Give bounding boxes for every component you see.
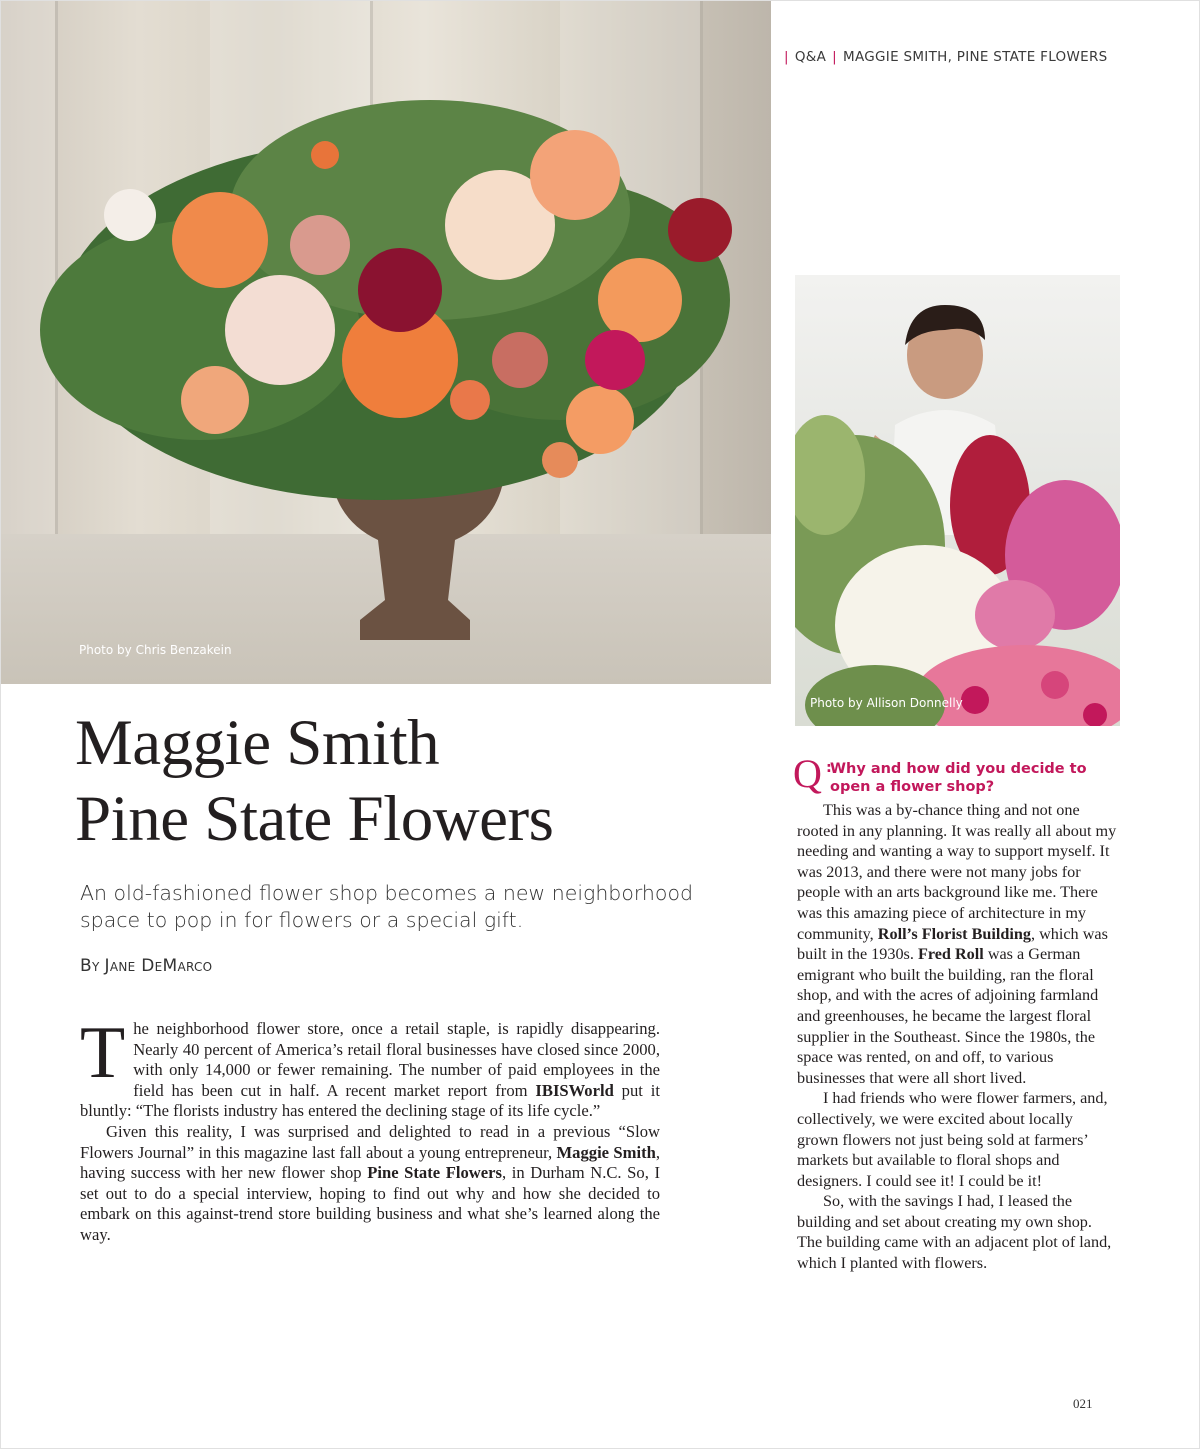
portrait-photo-credit: Photo by Allison Donnelly — [810, 696, 963, 710]
answer-paragraph: So, with the savings I had, I leased the building and set about creating my own shop. The building came with an adjacent plot of land, which I planted with flowers. — [797, 1192, 1112, 1273]
running-head-divider: | — [784, 49, 789, 65]
article-byline — [80, 956, 212, 976]
intro-bold-name: Maggie Smith — [556, 1142, 656, 1162]
intro-text: Given this reality, I was surprised and delighted to read in a previous “Slow Flowers Journal” in this magazine last fall about a young entrepreneur, — [80, 1121, 660, 1162]
drop-cap: T — [80, 1012, 126, 1094]
article-body-intro — [80, 1012, 660, 1246]
article-title-line: Pine State Flowers — [75, 783, 554, 855]
intro-text: , in Durham N.C. So, I set out to do a special interview, hoping to find out why and how she decided to embark on this against-trend store building business and what she’s learned along the way. — [80, 1163, 660, 1244]
answer-paragraph — [797, 800, 1117, 1088]
answer-text: was a German emigrant who built the building, ran the floral shop, and with the acres of adjoining farmland and greenhouses, he became the largest floral supplier in the Southeast. Since the 1980s, the space was rented, on and off, to various businesses that were all short lived. — [797, 945, 1099, 1087]
running-head-section: Q&A — [794, 49, 827, 65]
article-dek: An old-fashioned flower shop becomes a new neighborhood space to pop in for flowers or a special gift. — [80, 881, 694, 932]
intro-paragraph — [80, 1012, 660, 1122]
question-text: Why and how did you decide to open a flower shop? — [830, 761, 1087, 795]
answer-body — [797, 800, 1117, 1274]
hero-photo-credit: Photo by Chris Benzakein — [79, 643, 232, 657]
running-head-divider: | — [832, 49, 838, 65]
answer-text: , which was built in the 1930s. — [797, 924, 1108, 964]
intro-text: put it bluntly: “The florists industry has entered the declining stage of its life cycle.” — [80, 1080, 660, 1121]
answer-text: This was a by-chance thing and not one rooted in any planning. It was really all about my needing and wanting a way to support myself. It was 2013, and there were not many jobs for people with an arts background like me. There was this amazing piece of architecture in my community, — [797, 801, 1117, 943]
intro-paragraph — [80, 1122, 660, 1246]
intro-bold-shop: Pine State Flowers — [367, 1163, 502, 1183]
intro-text: , having success with her new flower shop — [80, 1142, 660, 1183]
article-title — [75, 705, 553, 857]
page-number: 021 — [1073, 1396, 1093, 1411]
question-block — [793, 751, 1113, 800]
answer-paragraph: I had friends who were flower farmers, and, collectively, we were excited about locally grown flowers not just being sold at farmers’ markets but available to floral shops and designers. I could see it! I could be it! — [797, 1089, 1108, 1190]
flower-arrangement-illustration — [0, 0, 771, 684]
running-head — [784, 49, 1108, 65]
answer-bold-building: Roll’s Florist Building — [877, 924, 1031, 943]
running-head-subject: MAGGIE SMITH, PINE STATE FLOWERS — [843, 49, 1108, 65]
byline-author: Jane DeMarco — [104, 956, 213, 976]
byline-prefix: By — [80, 956, 100, 976]
portrait-illustration — [795, 275, 1120, 726]
intro-bold-ibisworld: IBISWorld — [535, 1080, 614, 1100]
hero-photo-floral-arrangement — [0, 0, 771, 684]
intro-text: he neighborhood flower store, once a retail staple, is rapidly disappearing. Nearly 40 percent of America’s retail floral businesses have closed since 2000, with only 14,000 or fewer remaining. The number of paid employees in the field has been cut in half. A recent market report from — [133, 1019, 660, 1100]
article-title-line: Maggie Smith — [75, 707, 440, 779]
portrait-photo — [795, 275, 1120, 726]
question-colon: : — [826, 760, 832, 776]
answer-bold-name: Fred Roll — [917, 945, 984, 964]
question-letter: Q — [793, 751, 822, 796]
